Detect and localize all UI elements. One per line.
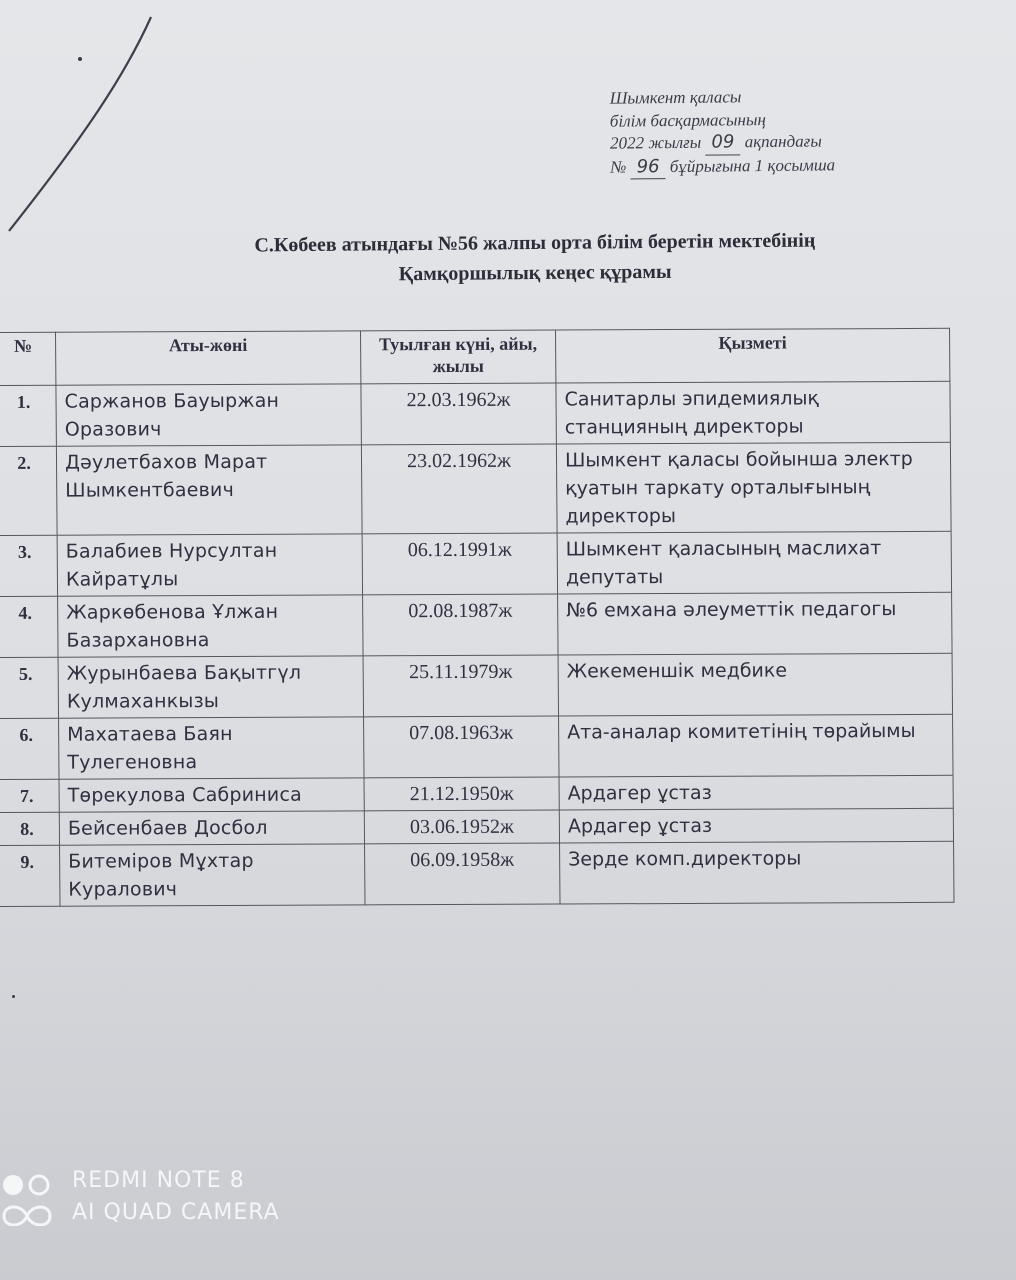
camera-logo-icon xyxy=(0,1170,54,1226)
table-row xyxy=(0,653,953,718)
row-number: 8. xyxy=(0,812,60,845)
row-birthdate: 25.11.1979ж xyxy=(363,655,558,717)
row-number: 7. xyxy=(0,779,59,812)
header-month: ақпандағы xyxy=(744,131,822,152)
row-position: Ардагер ұстаз xyxy=(559,808,953,843)
header-number-sign: № xyxy=(610,157,627,177)
row-name: Балабиев Нурсултан Кайратұлы xyxy=(57,534,362,596)
header-line-3 xyxy=(610,129,930,156)
table-row xyxy=(0,841,954,906)
table-row xyxy=(0,592,952,657)
table-row xyxy=(0,442,951,535)
row-position: №6 емхана әлеуметтік педагогы xyxy=(558,592,952,655)
header-birthdate: Туылған күні, айы, жылы xyxy=(361,330,556,384)
watermark-camera: AI QUAD CAMERA xyxy=(72,1200,280,1225)
row-number: 3. xyxy=(0,535,58,596)
row-position: Санитарлы эпидемиялық станцияның директоры xyxy=(556,381,950,444)
row-birthdate: 22.03.1962ж xyxy=(361,383,556,445)
row-position: Жекеменшік медбике xyxy=(558,653,952,716)
handwritten-number: 96 xyxy=(631,156,666,180)
row-position: Зерде комп.директоры xyxy=(560,841,954,904)
row-position: Ардагер ұстаз xyxy=(559,775,953,810)
row-number: 9. xyxy=(0,845,60,906)
row-birthdate: 03.06.1952ж xyxy=(364,810,559,844)
table-header-row xyxy=(0,328,950,385)
row-number: 6. xyxy=(0,718,59,779)
row-birthdate: 07.08.1963ж xyxy=(364,716,559,778)
camera-watermark xyxy=(0,1166,320,1236)
handwritten-day: 09 xyxy=(705,131,740,155)
row-birthdate: 06.12.1991ж xyxy=(362,533,557,595)
table-row xyxy=(0,531,952,596)
row-position: Шымкент қаласының маслихат депутаты xyxy=(557,531,951,594)
members-table-wrap xyxy=(0,328,975,912)
title-line-1: С.Көбеев атындағы №56 жалпы орта білім беретін мектебінің xyxy=(254,229,816,257)
row-name: Төрекулова Сабринисa xyxy=(59,778,364,812)
header-line-1: Шымкент қаласы xyxy=(609,87,742,108)
row-name: Махатаева Баян Тулегеновна xyxy=(59,717,364,779)
header-appendix: бұйрығына 1 қосымша xyxy=(669,154,836,176)
order-header xyxy=(610,84,931,179)
pen-stroke-mark xyxy=(5,15,155,235)
row-name: Саржанов Бауыржан Оразович xyxy=(56,384,361,446)
header-year: 2022 жылғы xyxy=(610,132,702,153)
row-birthdate: 06.09.1958ж xyxy=(365,843,560,905)
members-table xyxy=(0,328,955,907)
header-name: Аты-жөні xyxy=(56,331,361,385)
title-line-2: Қамқоршылық кеңес құрамы xyxy=(398,260,672,286)
row-number: 2. xyxy=(0,446,57,535)
row-number: 5. xyxy=(0,657,59,718)
ink-dot xyxy=(12,995,15,998)
row-birthdate: 02.08.1987ж xyxy=(363,594,558,656)
header-line-4 xyxy=(610,153,930,180)
header-number: № xyxy=(0,332,56,385)
row-name: Журынбаева Бақытгүл Кулмаханкызы xyxy=(58,656,363,718)
table-row xyxy=(0,381,950,446)
row-birthdate: 23.02.1962ж xyxy=(361,444,557,534)
row-name: Битеміров Мұхтар Куралович xyxy=(60,844,365,906)
row-position: Шымкент қаласы бойынша электр қуатын таркату орталығының директоры xyxy=(556,442,951,533)
table-row xyxy=(0,714,953,779)
document-title xyxy=(150,225,920,292)
row-name: Жаркөбенова Ұлжан Базархановна xyxy=(58,595,363,657)
header-line-2: білім басқармасының xyxy=(609,109,766,131)
ink-dot xyxy=(78,57,82,61)
row-name: Бейсенбаев Досбол xyxy=(59,811,364,845)
header-position: Қызметі xyxy=(556,328,950,383)
row-number: 1. xyxy=(0,385,56,446)
table-row xyxy=(0,808,954,845)
row-number: 4. xyxy=(0,596,58,657)
row-position: Ата-аналар комитетінің төрайымы xyxy=(559,714,953,777)
table-row xyxy=(0,775,953,812)
row-birthdate: 21.12.1950ж xyxy=(364,777,559,811)
watermark-model: REDMI NOTE 8 xyxy=(72,1168,245,1193)
row-name: Дәулетбахов Марат Шымкентбаевич xyxy=(56,445,362,535)
